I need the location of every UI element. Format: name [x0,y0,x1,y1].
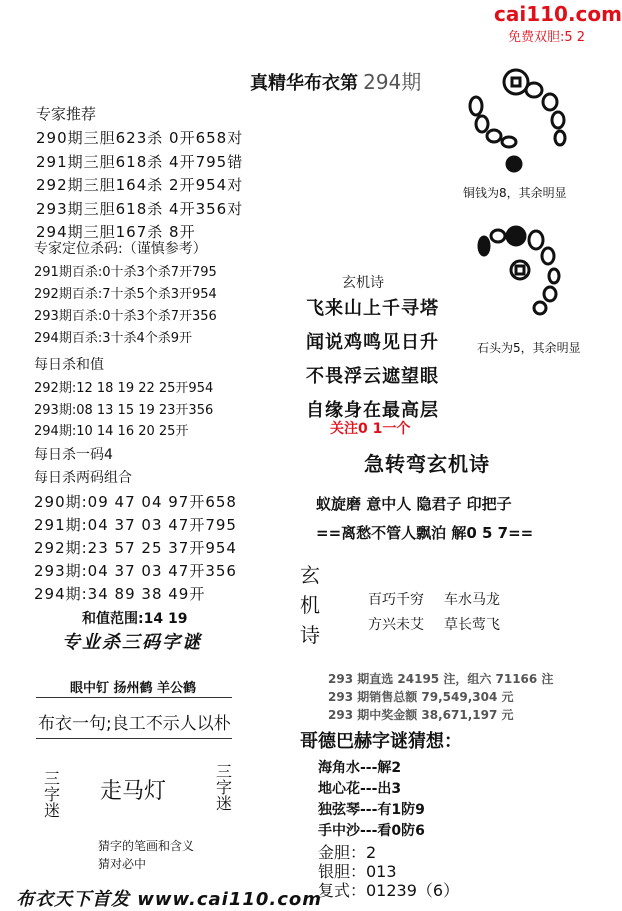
position-kill-heading: 专家定位杀码:（谨慎参考） [34,241,207,257]
brand-tagline: 免费双胆:5 2 [508,30,586,45]
two-code-row: 293期:04 37 03 47开356 [34,562,237,580]
stone-chain-image [476,222,586,332]
sales-line: 293 期中奖金额 38,671,197 元 [328,708,514,722]
divider [36,697,232,698]
lantern-hint: 猜对必中 [98,857,147,871]
sum-kill-row: 293期:08 13 15 19 23开356 [34,402,214,418]
two-code-row: 294期:34 89 38 49开 [34,585,206,603]
godel-row: 地心花---出3 [318,781,402,797]
buyi-line: 布衣一句;良工不示人以朴 [38,714,231,734]
lantern-hint: 猜字的笔画和含义 [98,839,195,853]
lantern-center: 走马灯 [100,779,167,804]
sum-kill-row: 292期:12 18 19 22 25开954 [34,381,214,396]
turn-poem-heading: 急转弯玄机诗 [364,452,490,476]
sales-block [328,670,553,724]
title-name: 真精华布衣第 [250,73,358,94]
two-code-row: 290期:09 47 04 97开658 [34,493,237,511]
godel-complex: 复式：01239（6） [318,881,460,900]
footer: 布衣天下首发 www.cai110.com [16,889,323,910]
turn-poem-line: 蚁旋磨 意中人 隐君子 印把子 [316,495,512,513]
poem-line: 闻说鸡鸣见日升 [306,332,439,353]
godel-silver: 银胆：013 [318,862,397,881]
godel-row: 手中沙---看0防6 [318,823,425,839]
sum-kill-row: 294期:10 14 16 20 25开 [34,424,189,439]
turn-poem-line: ==离愁不管人飘泊 解0 5 7== [316,524,534,542]
poem-lines [306,292,439,428]
lantern-right-label: 三 字 迷 [215,762,232,813]
coin-chain-image [462,64,582,180]
godel-heading: 哥德巴赫字谜猜想： [300,731,462,752]
riddle-line: 眼中钉 扬州鹤 羊公鹤 [70,681,197,696]
position-kill-row: 294期百杀:3十杀4个杀9开 [34,331,193,346]
position-kill-row: 292期百杀:7十杀5个杀3开954 [34,287,217,302]
position-kill-row: 293期百杀:0十杀3个杀7开356 [34,309,217,324]
two-code-row: 292期:23 57 25 37开954 [34,539,237,557]
expert-row: 293期三胆618杀 4开356对 [36,199,244,218]
godel-list [318,758,425,842]
expert-row: 294期三胆167杀 8开 [36,223,196,241]
riddle-heading: 专业杀三码字谜 [62,632,202,653]
xuanji-idiom: 车水马龙 [444,592,500,608]
coin-caption: 铜钱为8，其余明显 [463,186,567,200]
expert-row: 292期三胆164杀 2开954对 [36,176,244,194]
brand-site: cai110.com [494,2,622,26]
kill-one: 每日杀一码4 [34,447,113,463]
poem-heading: 玄机诗 [342,275,384,291]
position-kill-list [34,262,217,350]
xuanji-idiom: 草长莺飞 [444,617,500,633]
lantern-left-label: 三 字 迷 [43,769,60,820]
expert-row: 290期三胆623杀 0开658对 [36,129,244,147]
sum-kill-heading: 每日杀和值 [34,357,104,373]
poem-line: 不畏浮云遮望眼 [306,366,439,387]
two-code-list [34,491,237,606]
position-kill-row: 291期百杀:0十杀3个杀7开795 [34,265,217,280]
poem-line: 飞来山上千寻塔 [306,298,439,319]
stone-caption: 石头为5，其余明显 [477,341,581,355]
two-code-row: 291期:04 37 03 47开795 [34,516,237,534]
page-title [250,66,421,95]
sum-kill-list [34,378,213,443]
two-code-heading: 每日杀两码组合 [34,470,132,486]
xuanji-idiom: 方兴未艾 [368,617,424,633]
poem-line: 自缘身在最高层 [306,400,439,421]
godel-row: 海角水---解2 [318,760,402,776]
expert-row: 291期三胆618杀 4开795错 [36,152,244,171]
sum-range: 和值范围:14 19 [82,611,188,627]
xuanji-vertical: 玄 机 诗 [300,563,320,647]
godel-row: 独弦琴---有1防9 [318,802,425,818]
expert-heading: 专家推荐 [36,105,97,123]
title-issue: 294期 [363,70,422,94]
sales-line: 293 期直选 24195 注，组六 71166 注 [328,672,554,686]
expert-list [36,127,243,245]
sales-line: 293 期销售总额 79,549,304 元 [328,690,514,704]
divider [36,738,232,739]
xuanji-idiom: 百巧千穷 [368,592,424,608]
poem-follow: 关注0 1一个 [330,421,411,437]
godel-gold: 金胆：2 [318,843,377,862]
